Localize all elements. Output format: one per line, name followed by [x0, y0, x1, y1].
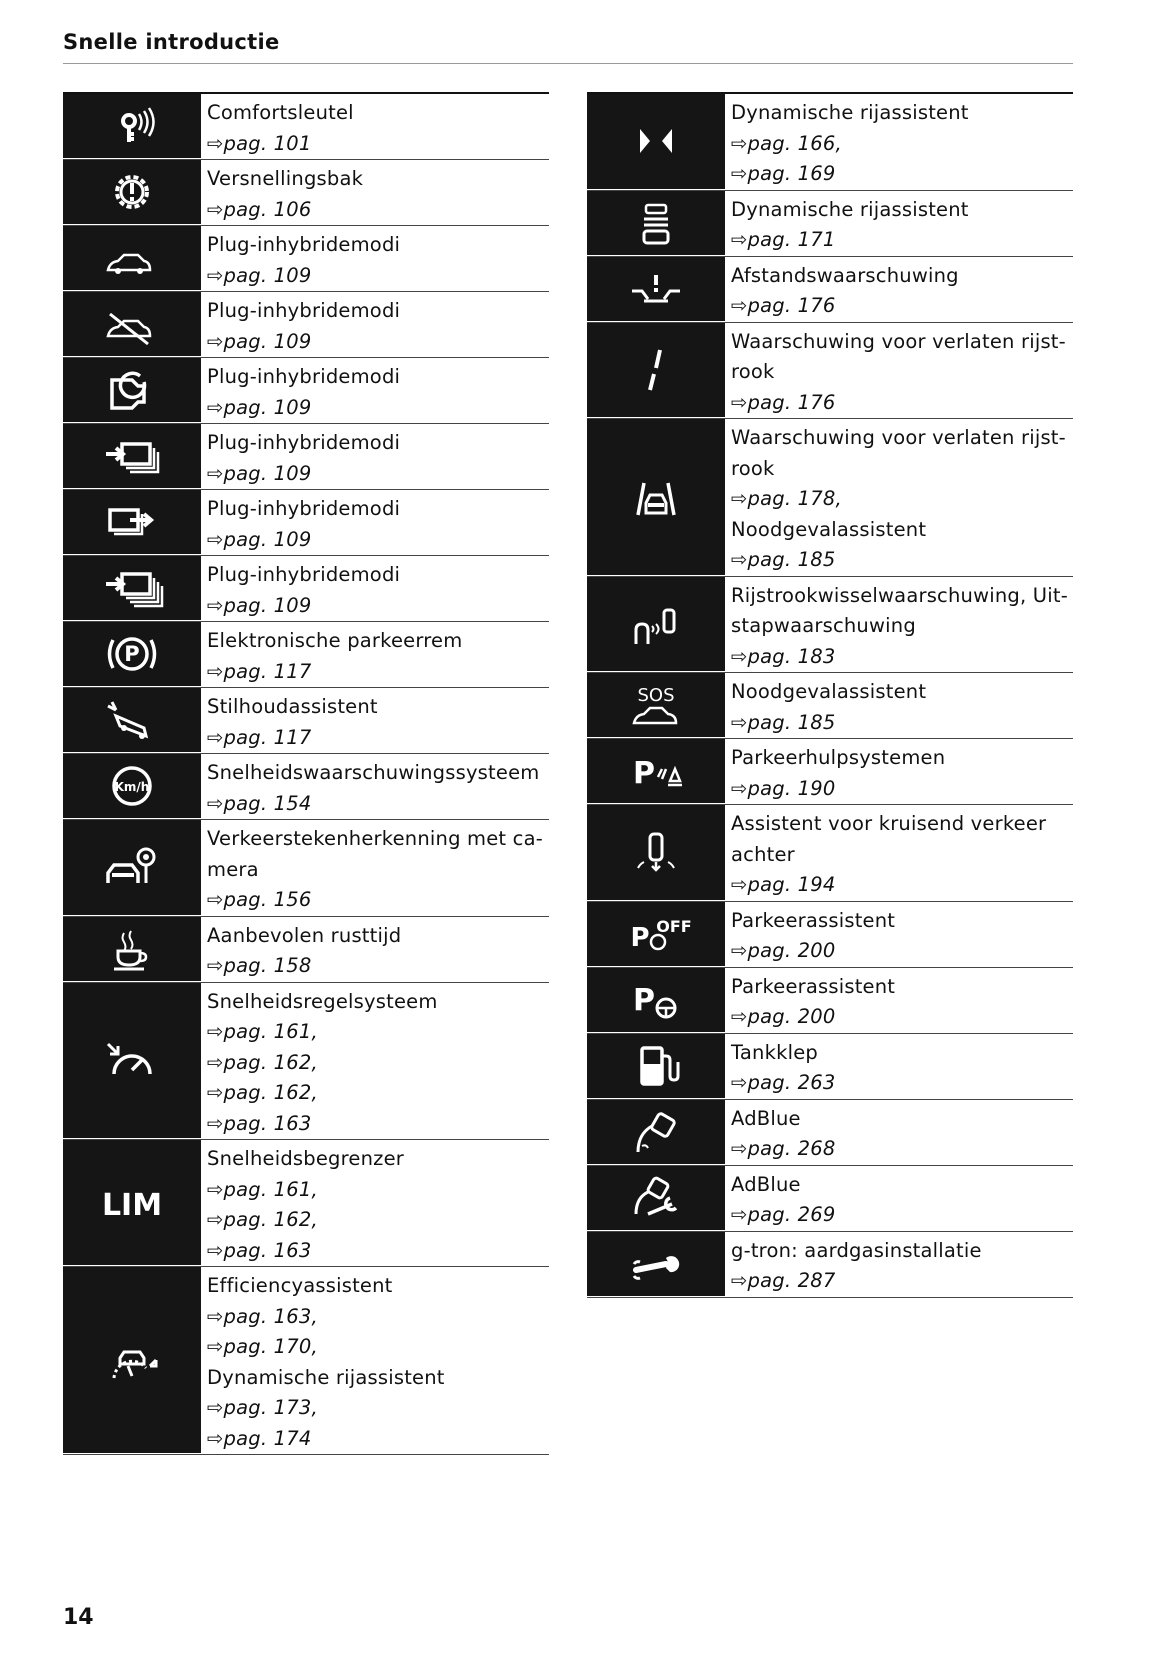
page-reference-link[interactable]: ⇨pag. 263 [731, 1071, 836, 1095]
table-row [63, 688, 549, 754]
table-row [587, 805, 1073, 902]
indicator-label: g-tron: aardgasinstallatie [731, 1238, 982, 1262]
page-reference-link[interactable]: ⇨pag. 163 [207, 1238, 312, 1262]
indicator-label: Waarschuwing voor verlaten rijst- [731, 426, 1066, 449]
indicator-label: AdBlue [731, 1106, 801, 1130]
svg-text:OFF: OFF [656, 916, 692, 936]
table-row [63, 424, 549, 490]
indicator-description [201, 917, 549, 982]
indicator-label: Stilhoudassistent [207, 695, 378, 718]
indicator-icon-cell [587, 419, 725, 576]
indicator-table-right [587, 92, 1073, 1298]
page-reference-link[interactable]: ⇨pag. 194 [731, 873, 836, 897]
indicator-label: Tankklep [731, 1040, 818, 1064]
svg-text:P: P [633, 756, 655, 791]
page-reference-link[interactable]: ⇨pag. 200 [731, 1005, 836, 1029]
indicator-description [201, 622, 549, 687]
table-row [63, 1267, 549, 1455]
indicator-icon-cell [587, 1034, 725, 1099]
indicator-description [201, 226, 549, 291]
indicator-icon-cell [587, 94, 725, 190]
indicator-icon-cell [63, 556, 201, 621]
page-reference-link[interactable]: ⇨pag. 169 [731, 162, 836, 186]
indicator-icon-cell [63, 160, 201, 225]
indicator-label: Dynamische rijassistent [731, 101, 969, 124]
table-row [587, 94, 1073, 191]
distance-warning-icon [628, 265, 684, 313]
indicator-label: achter [731, 842, 795, 866]
indicator-description [725, 968, 1073, 1033]
indicator-label: Plug-inhybridemodi [207, 563, 401, 586]
page-reference-link[interactable]: ⇨pag. 173, [207, 1396, 318, 1420]
gearbox-warning-icon [104, 168, 160, 216]
indicator-description [725, 1034, 1073, 1099]
indicator-description [201, 490, 549, 555]
indicator-description [725, 805, 1073, 901]
indicator-description [725, 739, 1073, 804]
table-row [587, 191, 1073, 257]
indicator-label: Snelheidsbegrenzer [207, 1147, 405, 1170]
engine-charge-icon [104, 366, 160, 414]
page-reference-link[interactable]: ⇨pag. 174 [207, 1426, 312, 1450]
page-reference-link[interactable]: ⇨pag. 117 [207, 725, 312, 749]
page-reference-link[interactable]: ⇨pag. 166, [731, 131, 842, 155]
table-row [587, 1166, 1073, 1232]
page-reference-link[interactable]: ⇨pag. 109 [207, 395, 312, 419]
indicator-description [201, 1267, 549, 1454]
page-reference-link[interactable]: ⇨pag. 162, [207, 1208, 318, 1232]
comfort-key-icon [104, 102, 160, 150]
indicator-description [725, 257, 1073, 322]
indicator-icon-cell [587, 1100, 725, 1165]
page-reference-link[interactable]: ⇨pag. 109 [207, 461, 312, 485]
page-reference-link[interactable]: ⇨pag. 109 [207, 593, 312, 617]
indicator-icon-cell [63, 820, 201, 916]
adblue-refill-icon [628, 1108, 684, 1156]
page-reference-link[interactable]: ⇨pag. 176 [731, 294, 836, 318]
table-row [63, 1140, 549, 1267]
indicator-label: Verkeerstekenherkenning met ca- [207, 827, 543, 850]
indicator-icon-cell [63, 1140, 201, 1266]
indicator-label: Plug-inhybridemodi [207, 233, 401, 256]
indicator-description [201, 292, 549, 357]
svg-text:P: P [124, 642, 140, 666]
indicator-icon-cell [63, 424, 201, 489]
indicator-description [725, 94, 1073, 190]
page-reference-link[interactable]: ⇨pag. 161, [207, 1177, 318, 1201]
page-reference-link[interactable]: ⇨pag. 162, [207, 1081, 318, 1105]
indicator-label: Waarschuwing voor verlaten rijst- [731, 329, 1066, 353]
page-number: 14 [63, 1605, 94, 1630]
table-row [587, 577, 1073, 674]
page-reference-link[interactable]: ⇨pag. 162, [207, 1050, 318, 1074]
indicator-icon-cell [587, 257, 725, 322]
table-row [587, 1034, 1073, 1100]
indicator-description [725, 902, 1073, 967]
indicator-description [201, 754, 549, 819]
indicator-icon-cell [63, 983, 201, 1140]
indicator-label: Rijstrookwisselwaarschuwing, Uit- [731, 583, 1068, 607]
indicator-label: Plug-inhybridemodi [207, 299, 401, 322]
indicator-description [201, 424, 549, 489]
page-reference-link[interactable]: ⇨pag. 176 [731, 390, 836, 414]
battery-charge-in-icon [104, 432, 160, 480]
page-reference-link[interactable]: ⇨pag. 156 [207, 888, 312, 912]
indicator-label: Plug-inhybridemodi [207, 497, 401, 520]
page-title: Snelle introductie [63, 30, 280, 54]
lane-change-warning-icon [628, 600, 684, 648]
indicator-description [201, 983, 549, 1140]
page-reference-link[interactable]: ⇨pag. 171 [731, 228, 836, 252]
svg-text:LIM: LIM [101, 1187, 163, 1223]
table-row [63, 983, 549, 1141]
battery-stack-charge-icon [104, 564, 160, 612]
adblue-service-icon [628, 1174, 684, 1222]
indicator-table-left [63, 92, 549, 1455]
table-row [63, 490, 549, 556]
page-reference-link[interactable]: ⇨pag. 183 [731, 644, 836, 668]
page-reference-link[interactable]: ⇨pag. 170, [207, 1335, 318, 1359]
speed-limiter-icon [101, 1179, 163, 1227]
indicator-label: Comfortsleutel [207, 101, 354, 124]
page-reference-link[interactable]: ⇨pag. 109 [207, 329, 312, 353]
indicator-icon-cell [63, 688, 201, 753]
indicator-icon-cell [63, 754, 201, 819]
indicator-icon-cell [63, 490, 201, 555]
indicator-icon-cell [587, 577, 725, 673]
indicator-label: mera [207, 857, 259, 881]
indicator-icon-cell [587, 1232, 725, 1297]
hold-assist-icon [104, 696, 160, 744]
indicator-icon-cell [587, 323, 725, 419]
indicator-description [201, 688, 549, 753]
indicator-icon-cell [63, 917, 201, 982]
indicator-description [201, 94, 549, 159]
table-row [587, 1100, 1073, 1166]
page-reference-link[interactable]: ⇨pag. 163, [207, 1304, 318, 1328]
svg-text:P: P [630, 922, 650, 953]
page-reference-link[interactable]: ⇨pag. 185 [731, 710, 836, 734]
indicator-label: Afstandswaarschuwing [731, 263, 959, 287]
page-reference-link[interactable]: ⇨pag. 287 [731, 1269, 836, 1293]
indicator-description [725, 673, 1073, 738]
coffee-cup-icon [104, 925, 160, 973]
indicator-description [201, 1140, 549, 1266]
page-reference-link[interactable]: ⇨pag. 268 [731, 1137, 836, 1161]
page-reference-link[interactable]: ⇨pag. 161, [207, 1020, 318, 1044]
indicator-description [725, 323, 1073, 419]
indicator-description [201, 358, 549, 423]
indicator-icon-cell [587, 673, 725, 738]
indicator-label: Snelheidsregelsysteem [207, 989, 438, 1013]
table-row [63, 160, 549, 226]
table-row [587, 257, 1073, 323]
table-row [587, 902, 1073, 968]
header-divider [63, 63, 1073, 64]
speed-warning-icon [104, 762, 160, 810]
indicator-label: Plug-inhybridemodi [207, 431, 401, 454]
indicator-label: Plug-inhybridemodi [207, 365, 401, 388]
fuel-flap-icon [628, 1042, 684, 1090]
indicator-icon-cell [63, 292, 201, 357]
indicator-label: AdBlue [731, 1172, 801, 1196]
indicator-description [201, 820, 549, 916]
page-reference-link[interactable]: ⇨pag. 185 [731, 548, 836, 572]
indicator-icon-cell [587, 805, 725, 901]
indicator-label: rook [731, 360, 775, 384]
ev-car-crossed-icon [104, 300, 160, 348]
indicator-icon-cell [587, 739, 725, 804]
table-row [63, 226, 549, 292]
indicator-icon-cell [587, 1166, 725, 1231]
table-row [63, 358, 549, 424]
indicator-label: Snelheidswaarschuwingssysteem [207, 761, 540, 784]
cruise-control-icon [104, 1036, 160, 1084]
indicator-icon-cell [63, 358, 201, 423]
table-row [587, 968, 1073, 1034]
indicator-description [201, 556, 549, 621]
table-row [587, 1232, 1073, 1298]
svg-text:SOS: SOS [637, 685, 675, 706]
indicator-label: Aanbevolen rusttijd [207, 923, 402, 947]
page-reference-link[interactable]: ⇨pag. 109 [207, 263, 312, 287]
page-reference-link[interactable]: ⇨pag. 163 [207, 1111, 312, 1135]
battery-charge-out-icon [104, 498, 160, 546]
indicator-label: Dynamische rijassistent [207, 1365, 445, 1389]
page-reference-link[interactable]: ⇨pag. 101 [207, 131, 312, 155]
park-assist-off-icon [628, 910, 692, 958]
car-following-icon [628, 199, 684, 247]
wrench-icon [628, 1240, 684, 1288]
page-reference-link[interactable]: ⇨pag. 154 [207, 791, 312, 815]
page-reference-link[interactable]: ⇨pag. 269 [731, 1203, 836, 1227]
table-row [63, 917, 549, 983]
efficiency-assist-icon [104, 1336, 160, 1384]
traffic-sign-camera-icon [104, 843, 160, 891]
table-row [63, 622, 549, 688]
page-reference-link[interactable]: ⇨pag. 117 [207, 659, 312, 683]
sos-car-icon [628, 681, 684, 729]
table-row [63, 292, 549, 358]
table-row [63, 820, 549, 917]
indicator-label: Elektronische parkeerrem [207, 629, 463, 652]
indicator-description [725, 1166, 1073, 1231]
page-reference-link[interactable]: ⇨pag. 178, [731, 487, 842, 511]
table-row [587, 419, 1073, 577]
indicator-label: Dynamische rijassistent [731, 197, 969, 221]
indicator-label: Parkeerassistent [731, 974, 896, 998]
page-reference-link[interactable]: ⇨pag. 109 [207, 527, 312, 551]
indicator-label: Efficiencyassistent [207, 1274, 393, 1297]
page-reference-link[interactable]: ⇨pag. 158 [207, 954, 312, 978]
indicator-icon-cell [63, 94, 201, 159]
indicator-label: Noodgevalassistent [731, 517, 927, 541]
table-row [587, 323, 1073, 420]
indicator-label: stapwaarschuwing [731, 614, 916, 638]
indicator-icon-cell [63, 226, 201, 291]
svg-text:P: P [633, 982, 655, 1018]
ev-car-icon [104, 234, 160, 282]
table-row [587, 673, 1073, 739]
page-reference-link[interactable]: ⇨pag. 190 [731, 776, 836, 800]
indicator-icon-cell [587, 968, 725, 1033]
indicator-label: Assistent voor kruisend verkeer [731, 812, 1047, 835]
indicator-label: Parkeerhulpsystemen [731, 746, 946, 769]
indicator-icon-cell [587, 902, 725, 967]
indicator-description [725, 1232, 1073, 1297]
table-row [63, 754, 549, 820]
indicator-icon-cell [63, 1267, 201, 1454]
parking-brake-icon [104, 630, 160, 678]
lane-departure-car-icon [628, 473, 684, 521]
indicator-description [725, 191, 1073, 256]
indicator-label: Noodgevalassistent [731, 680, 927, 703]
indicator-label: rook [731, 456, 775, 480]
table-row [63, 556, 549, 622]
indicator-label: Parkeerassistent [731, 908, 896, 932]
lane-line-icon [628, 346, 684, 394]
svg-text:Km/h: Km/h [114, 780, 150, 794]
indicator-label: Versnellingsbak [207, 167, 364, 190]
parking-aid-icon [628, 747, 684, 795]
page-reference-link[interactable]: ⇨pag. 200 [731, 939, 836, 963]
page-reference-link[interactable]: ⇨pag. 106 [207, 197, 312, 221]
park-assist-icon [628, 976, 684, 1024]
indicator-description [725, 577, 1073, 673]
lane-arrows-icon [628, 117, 684, 165]
indicator-description [201, 160, 549, 225]
indicator-icon-cell [63, 622, 201, 687]
indicator-icon-cell [587, 191, 725, 256]
indicator-description [725, 419, 1073, 576]
table-row [63, 94, 549, 160]
indicator-description [725, 1100, 1073, 1165]
table-row [587, 739, 1073, 805]
cross-traffic-rear-icon [628, 828, 684, 876]
